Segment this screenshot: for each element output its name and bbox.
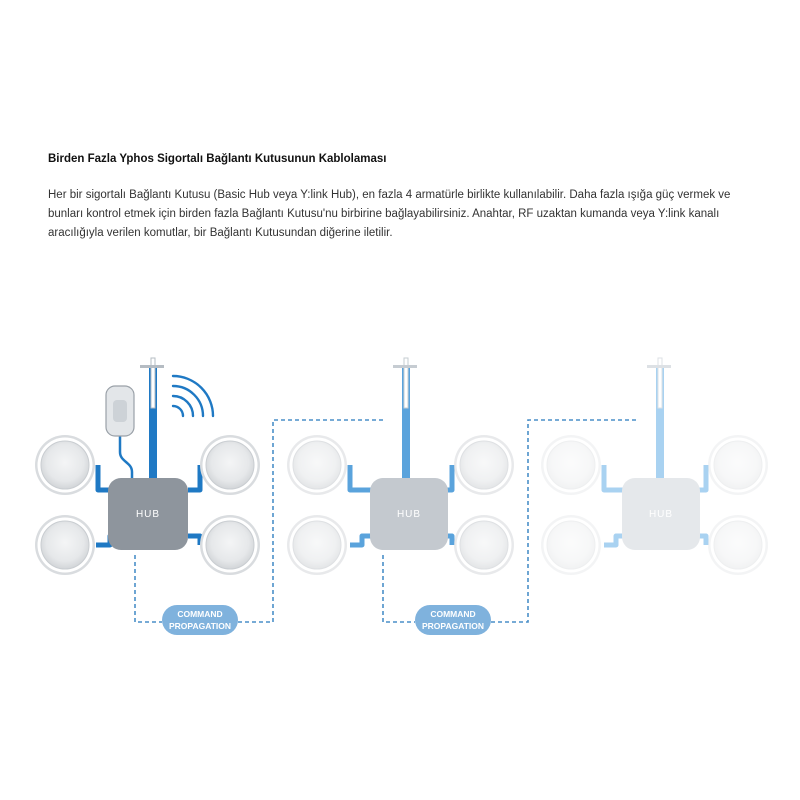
command-propagation-badge-1 bbox=[162, 605, 238, 635]
wireless-signal-icon bbox=[173, 376, 213, 416]
hub-wiring-diagram bbox=[0, 340, 800, 660]
command-propagation-badge-2 bbox=[415, 605, 491, 635]
hub-unit-1 bbox=[35, 358, 260, 575]
description-paragraph: Her bir sigortalı Bağlantı Kutusu (Basic Hub veya Y:link Hub), en fazla 4 armatürle birlikte kullanılabilir. Daha fazla ışığa güç vermek ve bunları kontrol etmek için birden fazla Bağlantı Kutusu'nu birbirine bağlayabilirsiniz. Anahtar, RF uzaktan kumanda veya Y:link kanalı aracılığıyla verilen komutlar, bir Bağlantı Kutusundan diğerine iletilir. bbox=[48, 189, 731, 239]
downlight-icon bbox=[287, 435, 347, 495]
hub-1-label: HUB bbox=[135, 509, 161, 520]
remote-control-icon bbox=[106, 386, 134, 436]
downlight-icon bbox=[541, 435, 601, 495]
downlight-icon bbox=[541, 515, 601, 575]
downlight-icon bbox=[200, 435, 260, 495]
svg-text:COMMAND: COMMAND bbox=[430, 609, 476, 619]
downlight-icon bbox=[708, 515, 768, 575]
svg-text:PROPAGATION: PROPAGATION bbox=[421, 621, 485, 631]
page-title: Birden Fazla Yphos Sigortalı Bağlantı Kutusunun Kablolaması bbox=[48, 153, 387, 165]
downlight-icon bbox=[35, 515, 95, 575]
downlight-icon bbox=[708, 435, 768, 495]
hub-unit-3 bbox=[541, 358, 768, 575]
hub-3-label: HUB bbox=[648, 509, 674, 520]
downlight-icon bbox=[287, 515, 347, 575]
svg-text:COMMAND: COMMAND bbox=[177, 609, 223, 619]
downlight-icon bbox=[454, 435, 514, 495]
svg-text:PROPAGATION: PROPAGATION bbox=[168, 621, 232, 631]
downlight-icon bbox=[35, 435, 95, 495]
hub-2-label: HUB bbox=[396, 509, 422, 520]
downlight-icon bbox=[200, 515, 260, 575]
hub-unit-2 bbox=[287, 358, 514, 575]
downlight-icon bbox=[454, 515, 514, 575]
